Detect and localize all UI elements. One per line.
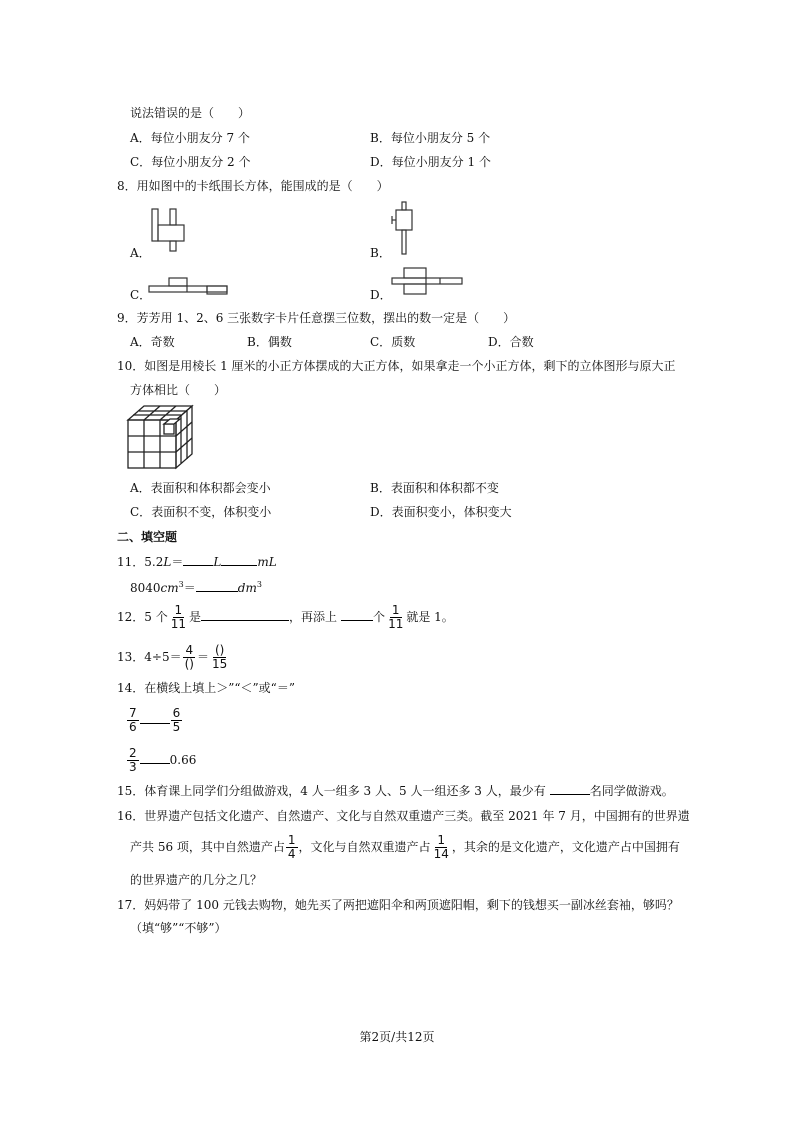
q9-stem: 9．芳芳用 1、2、6 三张数字卡片任意摆三位数，摆出的数一定是（ ） <box>117 311 516 325</box>
page-number: 第2页/共12页 <box>359 1030 435 1044</box>
fraction: $\frac{1}{11}$ <box>170 603 187 631</box>
blank[interactable] <box>140 711 170 724</box>
fraction: $\frac{6}{5}$ <box>172 706 181 734</box>
q7-option-d: D．每位小朋友分 1 个 <box>370 155 491 169</box>
q8-option-d: D． <box>370 288 392 302</box>
q14-row2: $\frac{2}{3}$ 0.66 <box>129 746 197 774</box>
fraction: $\frac{7}{6}$ <box>129 706 137 734</box>
q17-line2: （填“够”“不够”） <box>130 921 227 935</box>
q17-line1: 17．妈妈带了 100 元钱去购物，她先买了两把遮阳伞和两顶遮阳帽，剩下的钱想买一副冰丝套袖，够吗？ <box>117 898 679 912</box>
q8-option-a: A． <box>130 246 151 260</box>
q16-line1: 16．世界遗产包括文化遗产、自然遗产、文化与自然双重遗产三类。截至 2021 年 7 月，中国拥有的世界遗 <box>117 809 690 823</box>
net-figure-d <box>390 266 464 298</box>
blank[interactable] <box>550 782 590 795</box>
q7-option-a: A．每位小朋友分 7 个 <box>130 131 250 145</box>
q15: 15．体育课上同学们分组做游戏，4 人一组多 3 人、5 人一组还多 3 人，最少有 名同学做游戏。 <box>117 784 674 798</box>
q10-stem-line2: 方体相比（ ） <box>130 383 227 397</box>
q7-option-c: C．每位小朋友分 2 个 <box>130 155 251 169</box>
q11-line2: $8040cm^3= dm^3$ <box>130 580 262 595</box>
fraction: $\frac{1}{4}$ <box>287 833 296 861</box>
section-heading: 二、填空题 <box>117 530 178 544</box>
fraction: $\frac{1}{14}$ <box>433 833 449 861</box>
q7-option-b: B．每位小朋友分 5 个 <box>370 131 491 145</box>
fraction: $\frac{1}{11}$ <box>388 603 404 631</box>
q12: 12．5 个 $\frac{1}{11}$ 是 ，再添上 个 $\frac{1}{11}$ 就是 1。 <box>117 603 454 631</box>
blank[interactable] <box>183 553 213 566</box>
q10-option-c: C．表面积不变，体积变小 <box>130 505 272 519</box>
net-figure-a <box>148 205 188 253</box>
q13: 13．4÷5＝ $\frac{4}{()}$ ＝ $\frac{()}{15}$ <box>117 643 228 671</box>
net-figure-c <box>147 276 231 298</box>
q8-option-c: C． <box>130 288 152 302</box>
q10-option-a: A．表面积和体积都会变小 <box>130 481 271 495</box>
cube-figure <box>126 402 196 472</box>
q16-line3: 的世界遗产的几分之几？ <box>130 873 263 887</box>
q7-tail: 说法错误的是（ ） <box>130 106 251 120</box>
q14-row1 <box>126 705 183 735</box>
fraction: $\frac{4}{()}$ <box>184 643 194 671</box>
blank[interactable] <box>196 579 238 592</box>
q10-stem-line1: 10．如图是用棱长 1 厘米的小正方体摆成的大正方体，如果拿走一个小正方体，剩下的立体图形与原大正 <box>117 359 676 373</box>
q8-option-b: B． <box>370 246 391 260</box>
q9-option-c: C．质数 <box>370 335 416 349</box>
q11-line1: 11．5.2L＝ L mL <box>117 555 277 569</box>
fraction: $\frac{()}{15}$ <box>212 643 228 671</box>
blank[interactable] <box>140 751 170 764</box>
blank[interactable] <box>221 553 257 566</box>
fraction: $\frac{2}{3}$ <box>129 746 137 774</box>
q10-option-b: B．表面积和体积都不变 <box>370 481 499 495</box>
net-figure-b <box>390 200 420 256</box>
q9-option-a: A．奇数 <box>130 335 175 349</box>
q9-option-d: D．合数 <box>488 335 534 349</box>
blank[interactable] <box>341 608 373 621</box>
q16-line2: 产共 56 项，其中自然遗产占 $\frac{1}{4}$ ，文化与自然双重遗产占 $\frac{1}{14}$ ，其余的是文化遗产，文化遗产占中国拥有 <box>130 833 680 861</box>
blank[interactable] <box>201 608 289 621</box>
q8-stem: 8．用如图中的卡纸围长方体，能围成的是（ ） <box>117 179 389 193</box>
q14-stem: 14．在横线上填上＞”“＜”或“＝” <box>117 681 295 695</box>
q10-option-d: D．表面积变小，体积变大 <box>370 505 512 519</box>
q9-option-b: B．偶数 <box>247 335 292 349</box>
